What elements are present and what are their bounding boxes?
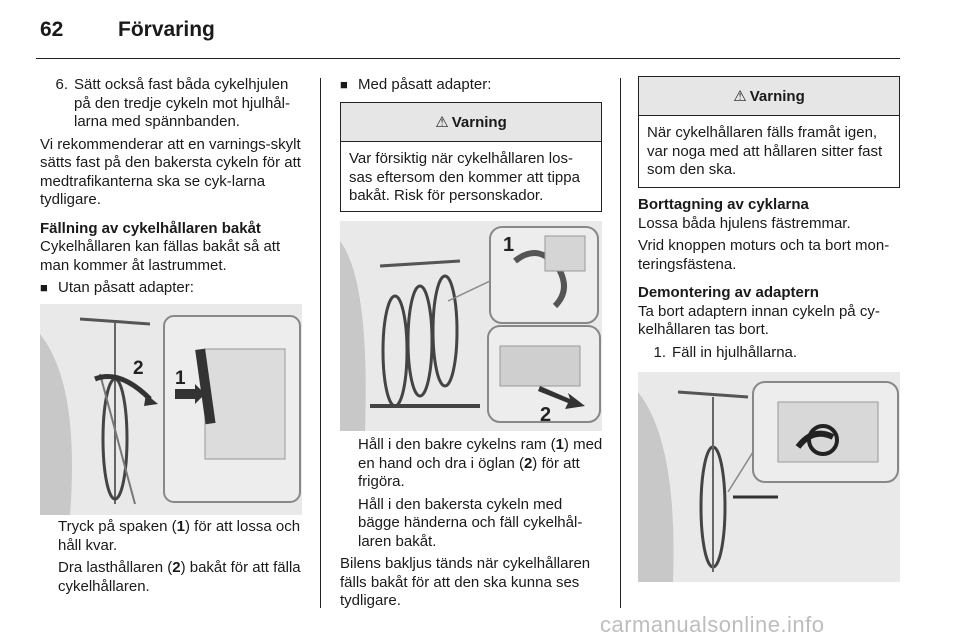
- step-6: [40, 76, 305, 132]
- illustration-fold-wheel-holders: [638, 372, 900, 582]
- column-2-captions: [340, 436, 608, 611]
- warning-header: [341, 103, 601, 142]
- bullet-text: Med påsatt adapter:: [358, 76, 492, 93]
- warning-triangle-icon: ⚠: [733, 88, 747, 105]
- warning-text: Var försiktig när cykelhållaren los-sas eftersom den kommer att tippa bakåt. Risk för personskador.: [349, 150, 580, 204]
- fig-label: 1: [175, 368, 186, 389]
- bullet-with-adapter: [340, 76, 605, 95]
- lights-paragraph: Bilens bakljus tänds när cykelhållaren fälls bakåt för att den ska kunna ses tydligare.: [340, 555, 591, 609]
- bullet-without-adapter: [40, 279, 305, 298]
- column-3-text: [638, 196, 903, 362]
- caption-pull-holder: Dra lasthållaren (2) bakåt för att fälla cykelhållaren.: [58, 559, 301, 595]
- caption-hold-frame: Håll i den bakre cykelns ram (1) med en hand och dra i öglan (2) för att frigöra.: [358, 436, 603, 490]
- step-number: 6.: [55, 76, 68, 93]
- fig-label: 2: [540, 404, 552, 426]
- column-1: [40, 76, 305, 298]
- page-title: Förvaring: [118, 18, 215, 41]
- adapter-heading: Demontering av adaptern: [638, 284, 819, 301]
- watermark: carmanualsonline.info: [600, 612, 825, 637]
- removal-text-2: Vrid knoppen moturs och ta bort mon-teringsfästena.: [638, 237, 890, 273]
- bullet-square-icon: ■: [340, 77, 348, 92]
- removal-text-1: Lossa båda hjulens fästremmar.: [638, 214, 851, 232]
- warning-box-release: [340, 102, 602, 212]
- caption-press-lever: Tryck på spaken (1) för att lossa och håll kvar.: [58, 518, 301, 554]
- warning-title: Varning: [749, 87, 805, 105]
- illustration-fold-no-adapter: [40, 304, 302, 515]
- fig-label: 2: [133, 358, 144, 379]
- column-2: [340, 76, 605, 95]
- warning-title: Varning: [451, 113, 507, 131]
- step-number: 1.: [653, 343, 666, 361]
- column-1-captions: [40, 518, 305, 596]
- fold-heading: Fällning av cykelhållaren bakåt: [40, 219, 261, 237]
- illustration-fold-wheel-holders-svg: [638, 372, 900, 582]
- warning-triangle-icon: ⚠: [435, 114, 449, 131]
- column-divider-2: [620, 78, 621, 608]
- step-1: [638, 344, 903, 363]
- warning-text: När cykelhållaren fälls framåt igen, var noga med att hållaren sitter fast som den ska.: [647, 124, 883, 178]
- fold-text: Cykelhållaren kan fällas bakåt så att man kommer åt lastrummet.: [40, 238, 281, 274]
- illustration-fold-with-adapter-svg: [340, 221, 602, 431]
- adapter-text: Ta bort adaptern innan cykeln på cy-kelhållaren tas bort.: [638, 302, 880, 338]
- page-number: 62: [40, 18, 64, 41]
- warning-sign-paragraph: Vi rekommenderar att en varnings-skylt sätts fast på den bakersta cykeln för att medtrafikanterna ska se cyk-larna tydligare.: [40, 135, 301, 208]
- step-text: Fäll in hjulhållarna.: [672, 343, 798, 361]
- bullet-text: Utan påsatt adapter:: [58, 279, 194, 296]
- removal-heading: Borttagning av cyklarna: [638, 196, 809, 213]
- illustration-fold-with-adapter: [340, 221, 602, 431]
- step-text: Sätt också fast båda cykelhjulen på den tredje cykeln mot hjulhål-larna med spännbanden.: [74, 76, 290, 130]
- header-rule: [36, 58, 900, 59]
- illustration-fold-no-adapter-svg: [40, 304, 302, 515]
- warning-header: [639, 77, 899, 116]
- caption-fold-holder: Håll i den bakersta cykeln med bägge händerna och fäll cykelhål-laren bakåt.: [358, 495, 583, 550]
- warning-box-fold-forward: [638, 76, 900, 188]
- bullet-square-icon: ■: [40, 280, 48, 295]
- column-divider-1: [320, 78, 321, 608]
- fig-label: 1: [503, 234, 515, 256]
